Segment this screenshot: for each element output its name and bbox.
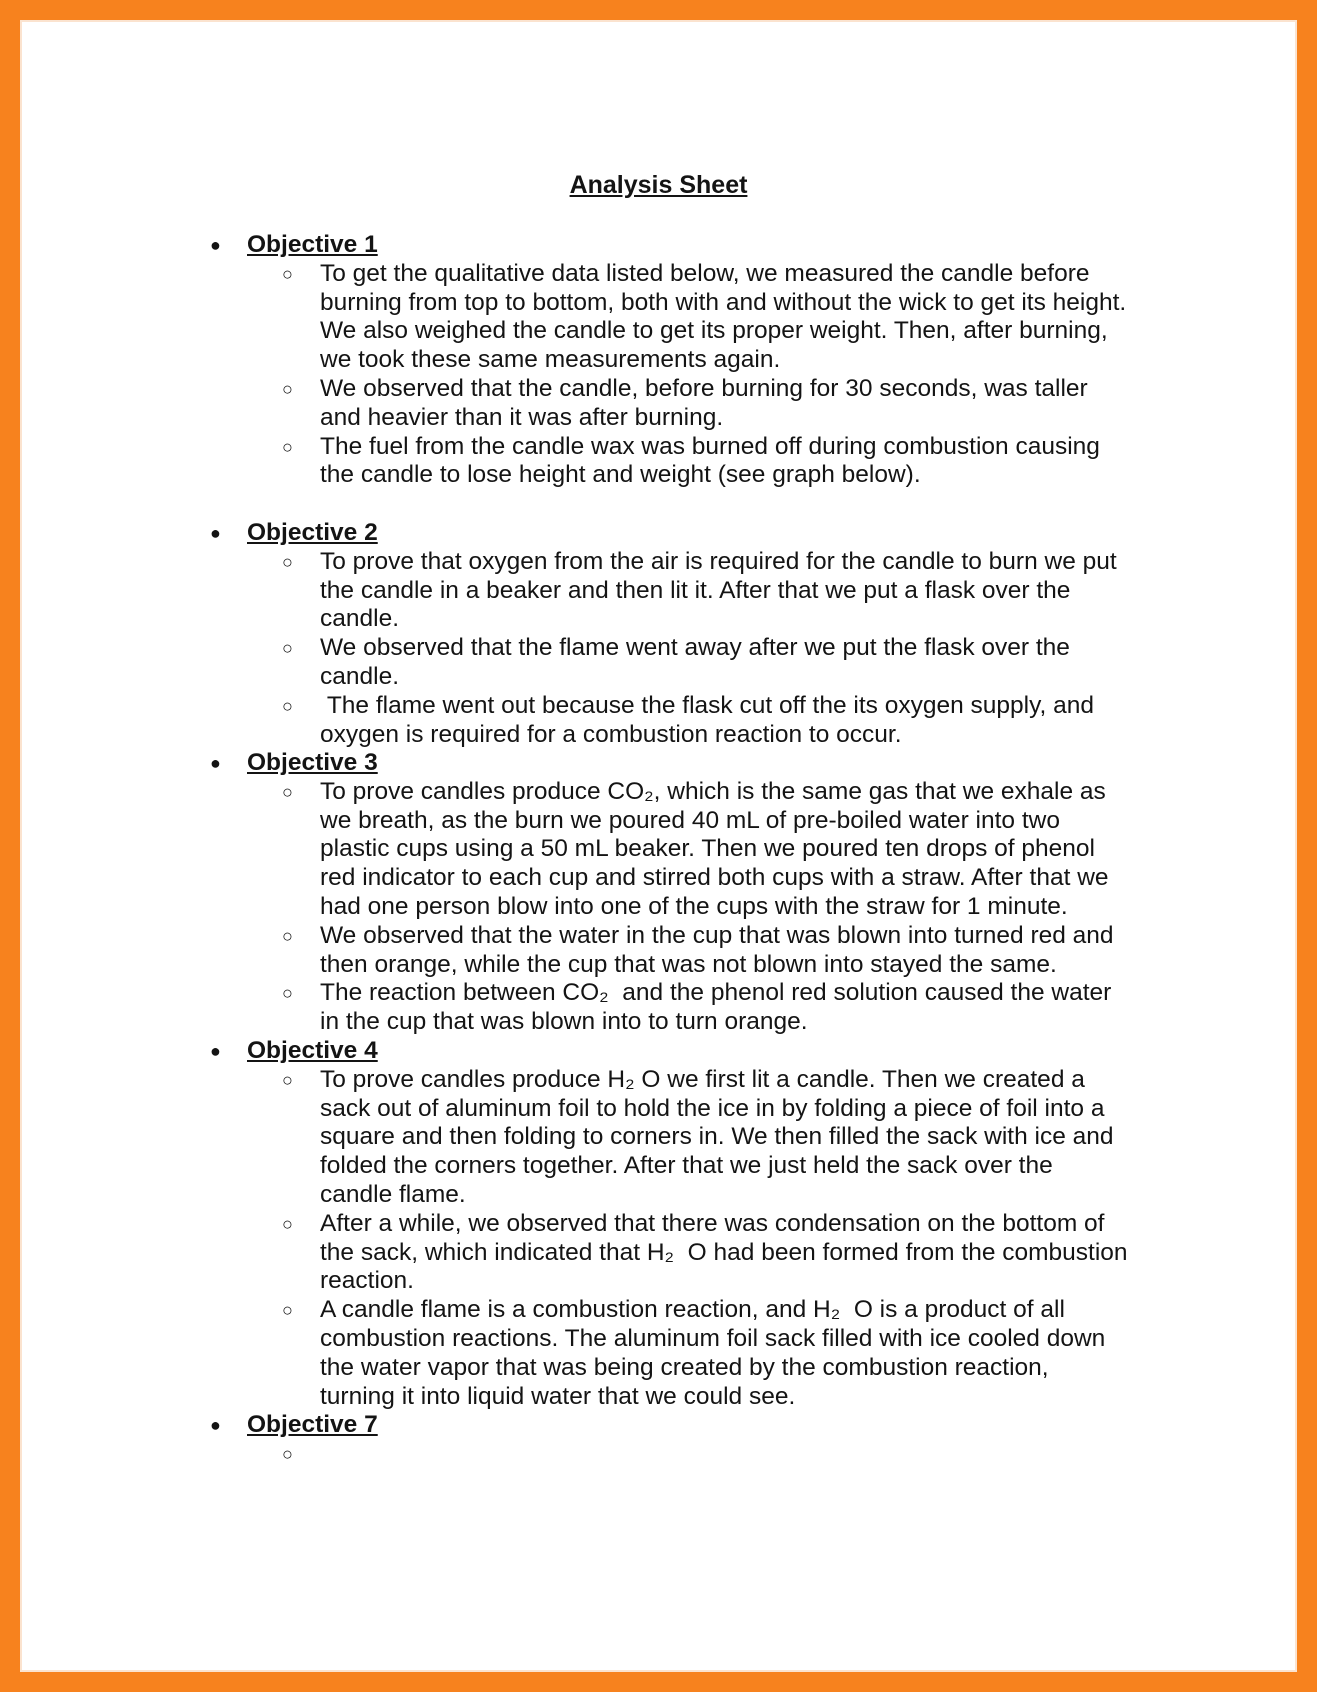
list-item-text: To prove candles produce CO₂, which is the same gas that we exhale as we breath, as the burn we poured 40 mL of pre-boiled water into two plastic cups using a 50 mL beaker. Then we poured ten drops of phenol red indicator to each cup and stirred both cups with a straw. After that we had one person blow into one of the cups with the straw for 1 minute.: [320, 777, 1109, 920]
list-item-text: We observed that the water in the cup that was blown into turned red and then orange, while the cup that was not blown into stayed the same.: [320, 921, 1114, 978]
list-item: [210, 1210, 1210, 1296]
objective-header: [210, 1411, 1210, 1440]
bullet-icon: ●: [210, 523, 221, 543]
list-item-text: The fuel from the candle wax was burned off during combustion causing the candle to lose height and weight (see graph below).: [320, 432, 1100, 489]
objective-2: [210, 519, 1210, 749]
circle-bullet-icon: ○: [282, 436, 293, 457]
list-item-text: To prove candles produce H₂ O we first lit a candle. Then we created a sack out of aluminum foil to hold the ice in by folding a piece of foil into a square and then folding to corners in. We then filled the sack with ice and folded the corners together. After that we just held the sack over the candle flame.: [320, 1065, 1114, 1208]
document-page: [20, 20, 1297, 1672]
list-item: [210, 979, 1210, 1037]
list-item: [210, 433, 1210, 491]
objective-label: Objective 3: [247, 749, 378, 776]
list-item: [210, 1066, 1210, 1210]
bullet-icon: ●: [210, 1041, 221, 1061]
list-item-text: After a while, we observed that there was condensation on the bottom of the sack, which indicated that H₂ O had been formed from the combustion reaction.: [320, 1209, 1128, 1295]
objective-header: [210, 231, 1210, 260]
list-item: [210, 260, 1210, 375]
list-item: [210, 375, 1210, 433]
circle-bullet-icon: ○: [282, 1213, 293, 1234]
list-item: [210, 692, 1210, 750]
list-item-text: We observed that the flame went away after we put the flask over the candle.: [320, 634, 1070, 690]
circle-bullet-icon: ○: [282, 1443, 293, 1464]
list-item: [210, 1296, 1210, 1411]
objective-3: [210, 749, 1210, 1037]
circle-bullet-icon: ○: [282, 983, 293, 1004]
circle-bullet-icon: ○: [282, 1069, 293, 1090]
objective-label: Objective 2: [247, 519, 378, 546]
circle-bullet-icon: ○: [282, 925, 293, 946]
bullet-icon: ●: [210, 235, 221, 255]
list-item-text: A candle flame is a combustion reaction, and H₂ O is a product of all combustion reactions. The aluminum foil sack filled with ice cooled down the water vapor that was being created by the combustion reaction, turning it into liquid water that we could see.: [320, 1296, 1106, 1410]
objective-label: Objective 7: [247, 1411, 378, 1438]
objective-label: Objective 4: [247, 1037, 378, 1064]
list-item: [210, 922, 1210, 980]
circle-bullet-icon: ○: [282, 638, 293, 659]
list-item-text: The reaction between CO₂ and the phenol red solution caused the water in the cup that was blown into to turn orange.: [320, 979, 1112, 1036]
circle-bullet-icon: ○: [282, 551, 293, 572]
list-item-text: To prove that oxygen from the air is required for the candle to burn we put the candle in a beaker and then lit it. After that we put a flask over the candle.: [320, 547, 1117, 633]
objective-label: Objective 1: [247, 231, 378, 258]
objective-header: [210, 749, 1210, 778]
list-item: [210, 778, 1210, 922]
circle-bullet-icon: ○: [282, 263, 293, 284]
objective-1: [210, 231, 1210, 490]
list-item: [210, 548, 1210, 634]
page-title: Analysis Sheet: [569, 171, 748, 199]
objective-header: [210, 519, 1210, 548]
circle-bullet-icon: ○: [282, 781, 293, 802]
circle-bullet-icon: ○: [282, 1300, 293, 1321]
objective-header: [210, 1037, 1210, 1066]
bullet-icon: ●: [210, 753, 221, 773]
objective-4: [210, 1037, 1210, 1411]
bullet-icon: ●: [210, 1415, 221, 1435]
circle-bullet-icon: ○: [282, 695, 293, 716]
list-item-text: We observed that the candle, before burning for 30 seconds, was taller and heavier than it was after burning.: [320, 374, 1088, 431]
objective-7: [210, 1411, 1210, 1464]
list-item: [210, 634, 1210, 692]
circle-bullet-icon: ○: [282, 378, 293, 399]
list-item-text: To get the qualitative data listed below, we measured the candle before burning from top to bottom, both with and without the wick to get its height. We also weighed the candle to get its proper weight. Then, after burning, we took these same measurements again.: [320, 259, 1127, 374]
list-item-text: The flame went out because the flask cut off the its oxygen supply, and oxygen is required for a combustion reaction to occur.: [320, 691, 1095, 748]
